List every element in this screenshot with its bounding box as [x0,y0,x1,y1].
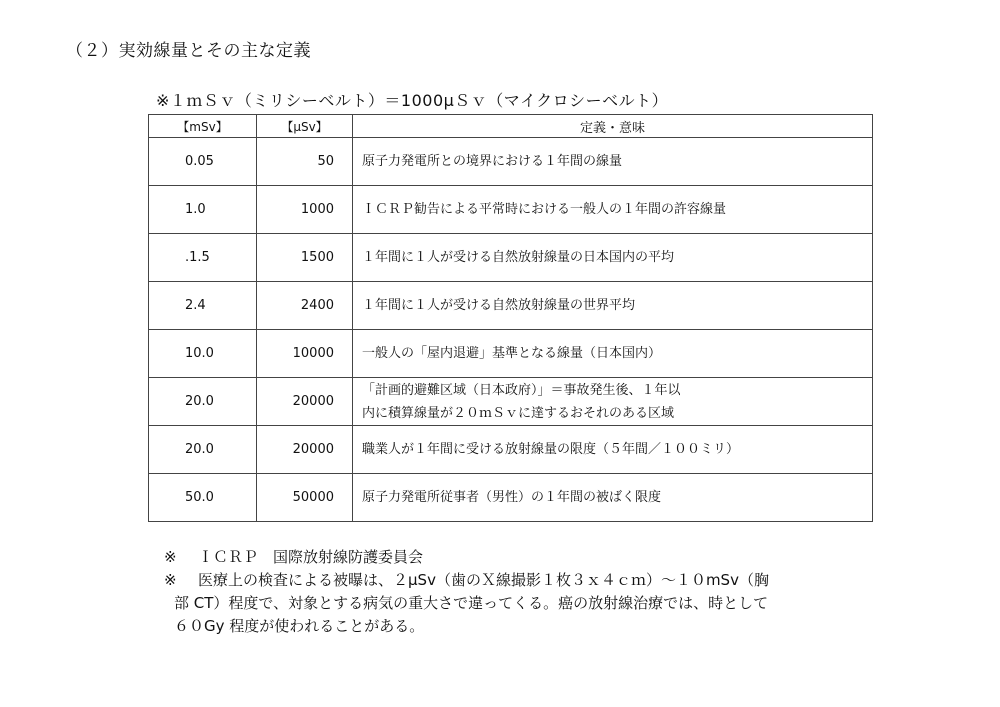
table-row [149,234,873,282]
cell-usv: 10000 [257,330,353,378]
table-row [149,426,873,474]
table-row [149,138,873,186]
cell-usv: 50000 [257,474,353,522]
definition-line: 職業人が１年間に受ける放射線量の限度（５年間／１００ミリ） [362,442,740,457]
definition-line: １年間に１人が受ける自然放射線量の世界平均 [362,298,636,313]
footnote [164,569,864,638]
table-row [149,378,873,426]
cell-usv: 20000 [257,426,353,474]
unit-conversion-note: ※１ｍＳｖ（ミリシーベルト）＝1000μＳｖ（マイクロシーベルト） [156,91,669,110]
definition-line: 原子力発電所との境界における１年間の線量 [362,154,623,169]
footnote-text: ＩＣＲＰ 国際放射線防護委員会 [198,548,424,566]
footnote-mark: ※ [164,548,177,566]
definition-line: 一般人の「屋内退避」基準となる線量（日本国内） [362,346,662,361]
table-row [149,330,873,378]
cell-definition [353,426,873,474]
definition-line: 原子力発電所従事者（男性）の１年間の被ばく限度 [362,490,662,505]
cell-msv: 20.0 [149,378,257,426]
header-usv: 【μSv】 [257,115,353,138]
cell-definition [353,186,873,234]
table-row [149,186,873,234]
cell-msv: 20.0 [149,426,257,474]
cell-msv: 2.4 [149,282,257,330]
header-msv: 【mSv】 [149,115,257,138]
cell-definition [353,138,873,186]
dose-table [148,114,873,522]
footnotes [164,546,864,638]
cell-usv: 20000 [257,378,353,426]
header-definition: 定義・意味 [353,115,873,138]
footnote-text: 医療上の検査による被曝は、２μSv（歯のＸ線撮影１枚３ｘ４ｃｍ）～１０mSv（胸 [198,571,769,589]
footnote-mark: ※ [164,571,177,589]
footnote-text: 部 CT）程度で、対象とする病気の重大さで違ってくる。癌の放射線治療では、時として [174,594,769,612]
table-row [149,282,873,330]
cell-definition [353,474,873,522]
cell-definition [353,282,873,330]
cell-usv: 50 [257,138,353,186]
cell-usv: 1500 [257,234,353,282]
cell-msv: 0.05 [149,138,257,186]
definition-line: 「計画的避難区域（日本政府）」＝事故発生後、１年以 [362,382,681,398]
definition-line: 内に積算線量が２０ｍＳｖに達するおそれのある区域 [362,405,675,421]
cell-msv: 50.0 [149,474,257,522]
footnote [164,546,864,569]
definition-line: １年間に１人が受ける自然放射線量の日本国内の平均 [362,250,675,265]
cell-definition [353,234,873,282]
cell-msv: 1.0 [149,186,257,234]
table-row [149,474,873,522]
cell-definition [353,330,873,378]
cell-usv: 2400 [257,282,353,330]
cell-msv: 10.0 [149,330,257,378]
page-title: （２）実効線量とその主な定義 [66,41,311,61]
definition-line: ＩＣＲＰ勧告による平常時における一般人の１年間の許容線量 [362,202,727,217]
cell-definition [353,378,873,426]
table-header-row [149,115,873,138]
cell-msv: .1.5 [149,234,257,282]
cell-usv: 1000 [257,186,353,234]
footnote-text: ６０Gy 程度が使われることがある。 [174,617,425,635]
